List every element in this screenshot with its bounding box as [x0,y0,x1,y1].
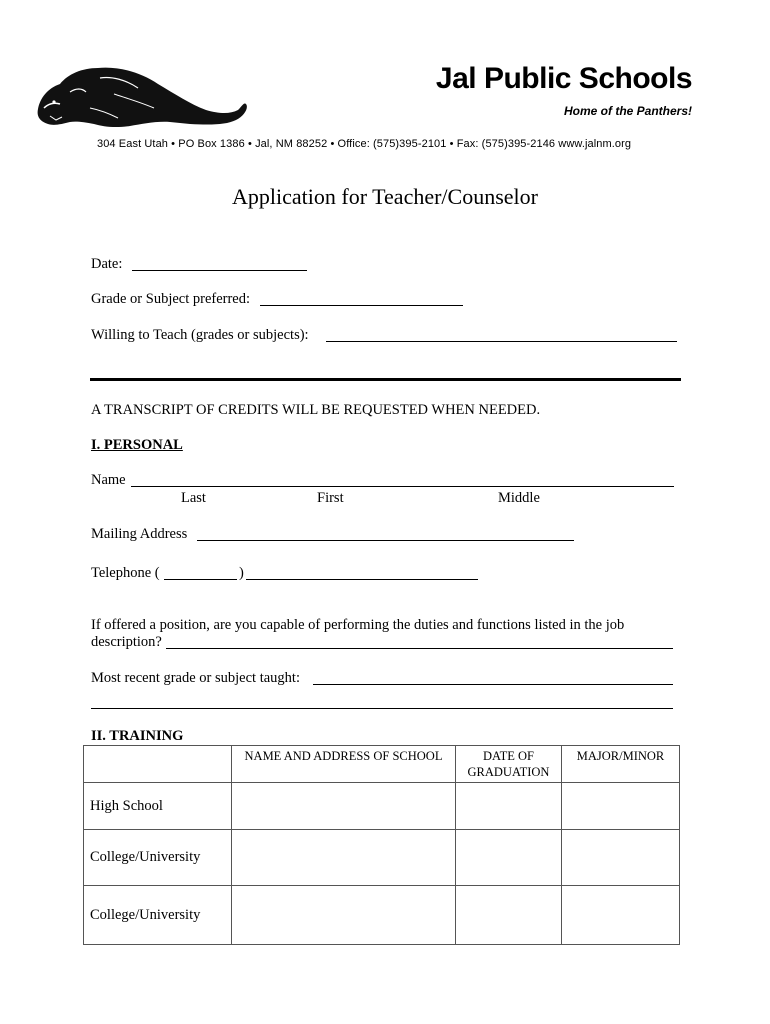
table-header-school: NAME AND ADDRESS OF SCHOOL [232,746,456,783]
major-cell[interactable] [562,830,680,886]
recent-subject-field[interactable] [313,684,673,685]
name-last-caption: Last [181,490,206,506]
section-divider [90,378,681,381]
table-row [84,830,680,886]
willing-label: Willing to Teach (grades or subjects): [91,327,309,343]
training-table [83,745,680,945]
table-header-row [84,746,680,783]
telephone-area-field[interactable] [164,579,237,580]
mailing-field[interactable] [197,540,574,541]
telephone-label: Telephone ( [91,565,160,581]
recent-subject-field-line2[interactable] [91,708,673,709]
form-title: Application for Teacher/Counselor [232,184,538,209]
telephone-number-field[interactable] [246,579,478,580]
capable-question-line2: description? [91,634,162,650]
table-header-major: MAJOR/MINOR [562,746,680,783]
table-row [84,783,680,830]
row-label-college-2: College/University [84,886,232,945]
willing-field[interactable] [326,341,677,342]
capable-question-line1: If offered a position, are you capable of performing the duties and functions listed in the job [91,617,625,633]
contact-info: 304 East Utah • PO Box 1386 • Jal, NM 88252 • Office: (575)395-2101 • Fax: (575)395-2146 www.jalnm.org [97,138,632,150]
name-field[interactable] [131,486,674,487]
table-header-graduation: DATE OF GRADUATION [456,746,562,783]
major-cell[interactable] [562,783,680,830]
table-row [84,886,680,945]
mailing-label: Mailing Address [91,526,188,542]
panther-logo [30,64,252,134]
grade-subject-label: Grade or Subject preferred: [91,291,251,307]
telephone-paren-close: ) [239,565,244,581]
personal-heading: I. PERSONAL [91,437,183,453]
graduation-cell[interactable] [456,830,562,886]
major-cell[interactable] [562,886,680,945]
date-label: Date: [91,256,123,272]
transcript-note: A TRANSCRIPT OF CREDITS WILL BE REQUESTED WHEN NEEDED. [91,402,541,418]
recent-subject-label: Most recent grade or subject taught: [91,670,300,686]
school-cell[interactable] [232,886,456,945]
school-cell[interactable] [232,830,456,886]
tagline: Home of the Panthers! [563,104,692,118]
school-cell[interactable] [232,783,456,830]
graduation-cell[interactable] [456,783,562,830]
date-field[interactable] [132,270,307,271]
name-first-caption: First [317,490,344,506]
row-label-college-1: College/University [84,830,232,886]
name-middle-caption: Middle [498,490,540,506]
row-label-high-school: High School [84,783,232,830]
table-header-blank [84,746,232,783]
capable-answer-field[interactable] [166,648,673,649]
grade-subject-field[interactable] [260,305,463,306]
training-heading: II. TRAINING [91,728,184,744]
name-label: Name [91,472,126,488]
graduation-cell[interactable] [456,886,562,945]
school-name: Jal Public Schools [435,62,692,95]
